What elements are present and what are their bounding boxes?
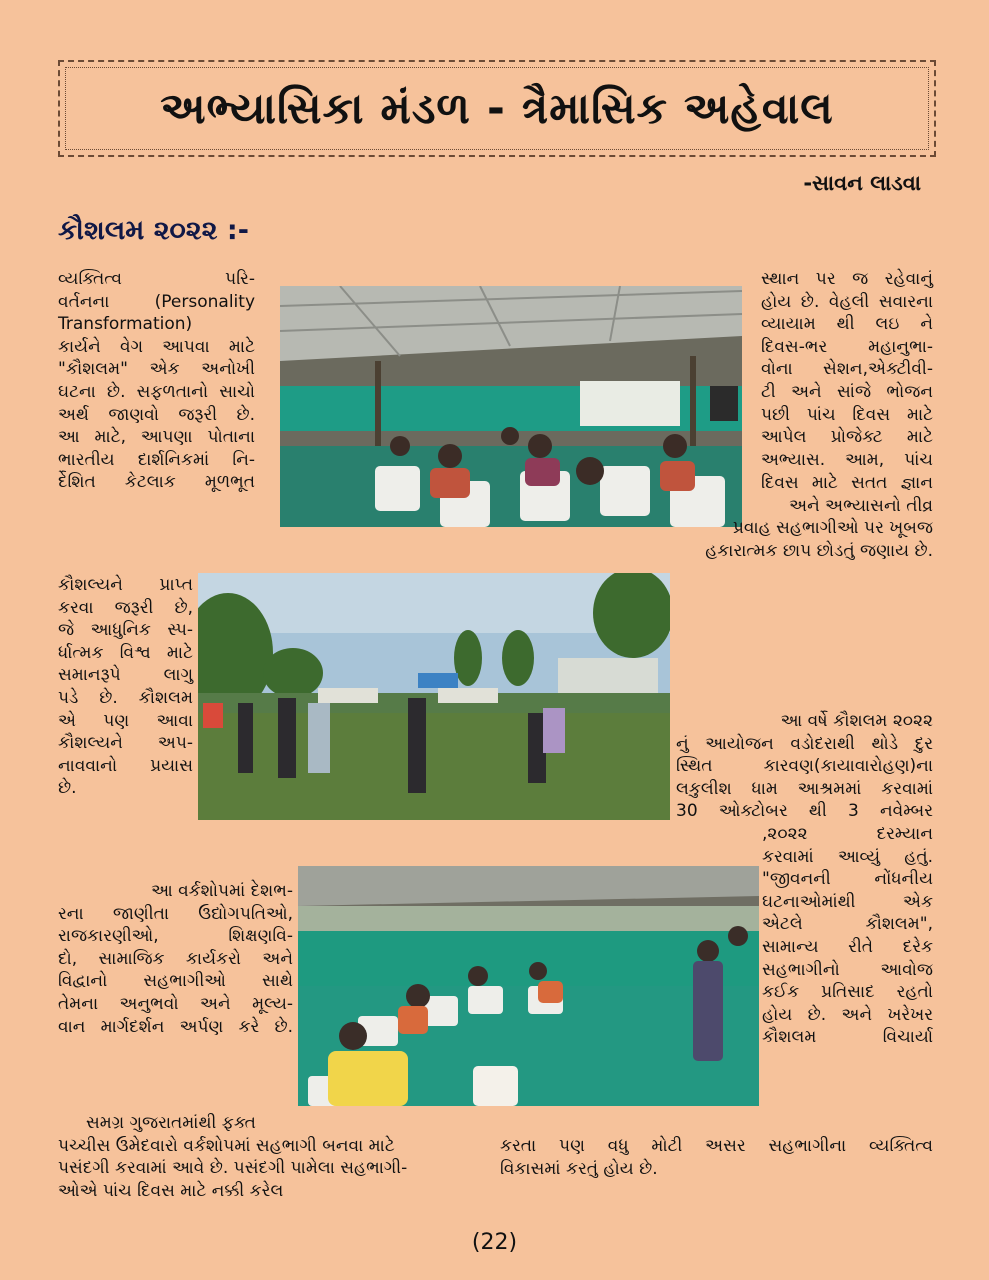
text-line: નું આયોજન વડોદરાથી થોડે દુર <box>676 733 933 754</box>
text-line: પ્રવાહ સહભાગીઓ પર ખૂબજ <box>732 518 933 539</box>
col-left-narrow <box>58 574 193 800</box>
text-line: દો, સામાજિક કાર્યકરો અને <box>58 948 293 969</box>
text-line: દિવસ માટે સતત જ્ઞાન <box>761 473 933 493</box>
text-line: અભ્યાસ. આમ, પાંચ <box>761 449 933 470</box>
photo-group-discussion <box>298 866 759 1106</box>
text-line: તેમના અનુભવો અને મૂલ્ય- <box>58 993 293 1014</box>
text-line: સહભાગીનો આવોજ <box>762 959 933 980</box>
text-line: પસંદગી કરવામાં આવે છે. પસંદગી પામેલા સહભાગી- <box>58 1158 408 1179</box>
text-line: પચ્ચીસ ઉમેદવારો વર્કશોપમાં સહભાગી બનવા માટે <box>58 1135 395 1156</box>
page-number: (22) <box>471 1230 518 1255</box>
text-line: આ વર્કશોપમાં દેશભ- <box>151 881 293 901</box>
text-line: સ્થિત કારવણ(કાયાવારોહણ)ના <box>676 756 933 777</box>
text-line: રના જાણીતા ઉદ્યોગપતિઓ, <box>58 903 293 924</box>
text-line: વાન માર્ગદર્શન અર્પણ કરે છે. <box>58 1016 293 1037</box>
text-line: વ્યાયામ થી લઇ ને <box>761 314 933 335</box>
text-line: ર્ધાત્મક વિશ્વ માટે <box>58 642 193 663</box>
text-line: રાજકારણીઓ, શિક્ષણવિ- <box>58 926 293 947</box>
photo-outdoor-activity <box>198 573 670 820</box>
text-line: કરવામાં આવ્યું હતું. <box>762 846 933 867</box>
text-line: કઈક પ્રતિસાદ રહતો <box>762 982 933 1003</box>
text-line: નાવવાનો પ્રયાસ <box>58 755 193 776</box>
text-line: ઘટના છે. સફળતાનો સાચો <box>58 381 255 402</box>
text-line: હોય છે. વેહલી સવારના <box>761 291 933 312</box>
text-line: ભારતીય દાર્શનિકમાં નિ- <box>58 449 255 470</box>
text-line: હોય છે. અને ખરેખર <box>762 1004 933 1025</box>
text-line: સમગ્ર ગુજરાતમાંથી ફક્ત <box>86 1113 256 1133</box>
col-right-wide <box>676 472 933 562</box>
text-line: કૌશલ્યને અપ- <box>58 733 193 754</box>
text-line: દિવસ-ભર મહાનુભા- <box>761 336 933 357</box>
text-line: વિકાસમાં કરતું હોય છે. <box>500 1158 658 1179</box>
text-line: Transformation) <box>58 314 193 335</box>
text-line: એટલે કૌશલમ", <box>762 914 933 935</box>
col-right-narrow <box>762 823 933 1049</box>
text-line: ઓએ પાંચ દિવસ માટે નક્કી કરેલ <box>58 1180 284 1201</box>
text-line: વોના સેશન,એક્ટીવી- <box>761 359 933 380</box>
text-line: "જીવનની નોંધનીય <box>762 869 933 890</box>
text-line: 30 ઓક્ટોબર થી 3 નવેમ્બર <box>676 801 933 822</box>
text-line: હકારાત્મક છાપ છોડતું જણાય છે. <box>705 540 933 561</box>
text-line: વ્યક્તિત્વ પરિ- <box>58 269 255 289</box>
col-right-mid <box>676 710 933 823</box>
col-left-mid <box>58 880 293 1038</box>
text-line: ઘટનાઓમાંથી એક <box>762 891 933 912</box>
col-left-top <box>58 268 255 494</box>
section-heading: કૌશલમ ૨૦૨૨ :- <box>58 215 249 246</box>
text-line: અર્થ જાણવો જરૂરી છે. <box>58 404 255 425</box>
title-frame <box>58 60 936 157</box>
text-line: અને અભ્યાસનો તીવ્ર <box>789 495 933 516</box>
text-line: સમાનરૂપે લાગુ <box>58 665 193 686</box>
photo-seminar-shed <box>280 286 742 527</box>
text-line: આપેલ પ્રોજેક્ટ માટે <box>761 427 933 448</box>
text-line: છે. <box>58 778 77 799</box>
text-line: આ માટે, આપણા પોતાના <box>58 427 255 448</box>
text-line: કરતા પણ વધુ મોટી અસર સહભાગીના વ્યક્તિત્વ <box>500 1136 933 1156</box>
text-line: ટી અને સાંજે ભોજન <box>761 381 933 402</box>
text-line: પછી પાંચ દિવસ માટે <box>761 404 933 425</box>
text-line: ,૨૦૨૨ દરમ્યાન <box>762 824 933 844</box>
text-line: કૌશલ્યને પ્રાપ્ત <box>58 575 193 595</box>
author-byline: -સાવન લાડવા <box>803 171 921 195</box>
text-line: સ્થાન પર જ રહેવાનું <box>761 269 933 289</box>
text-line: પડે છે. કૌશલમ <box>58 687 193 708</box>
text-line: કરવા જરૂરી છે, <box>58 597 193 618</box>
text-line: એ પણ આવા <box>58 710 193 731</box>
text-line: "કૌશલમ" એક અનોખી <box>58 359 255 380</box>
text-line: વિદ્વાનો સહભાગીઓ સાથે <box>58 971 293 992</box>
text-line: આ વર્ષે કૌશલમ ૨૦૨૨ <box>780 711 933 731</box>
text-line: સામાન્ય રીતે દરેક <box>762 936 933 957</box>
text-line: ર્દેશિત કેટલાક મૂળભૂત <box>58 472 255 493</box>
text-line: જે આધુનિક સ્પ- <box>58 620 193 641</box>
text-line: કાર્યને વેગ આપવા માટે <box>58 336 255 357</box>
page-title: અભ્યાસિકા મંડળ - ત્રૈમાસિક અહેવાલ <box>160 83 834 134</box>
bottom-left <box>58 1112 494 1202</box>
text-line: લકુલીશ ધામ આશ્રમમાં કરવામાં <box>676 778 933 799</box>
text-line: વર્તનના (Personality <box>58 291 255 312</box>
text-line: કૌશલમ વિચાર્યા <box>762 1027 933 1048</box>
bottom-right <box>500 1135 933 1180</box>
col-right-top <box>761 268 933 471</box>
